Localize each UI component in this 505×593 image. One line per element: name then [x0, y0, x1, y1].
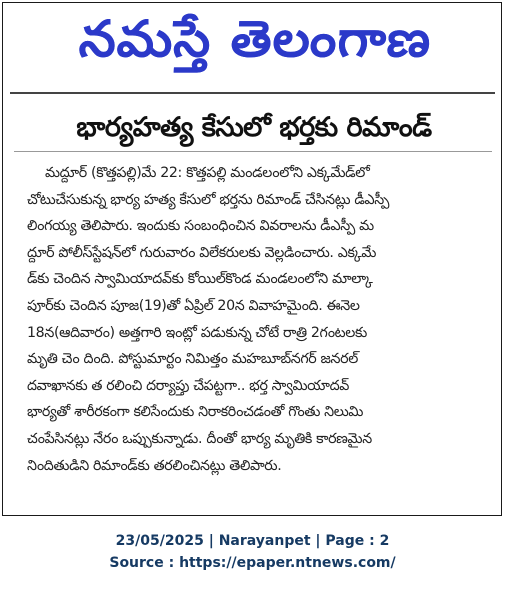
- footer: [0, 530, 505, 574]
- article-line: ద్దూర్ పోలీస్‌స్టేషన్‌లో గురువారం విలేకరులకు వెల్లడించారు. ఎక్కమే: [27, 244, 377, 261]
- article-line: భార్యతో శారీరకంగా కలిసేందుకు నిరాకరించడంతో గొంతు నిలుమి: [27, 404, 364, 421]
- article-body: [27, 160, 489, 479]
- article-line: దవాఖానకు త రలించి దర్యాప్తు చేపట్టగా.. భర్త స్వామియాదవ్: [27, 377, 349, 394]
- article-line: మృతి చెం దింది. పోస్టుమార్టం నిమిత్తం మహబూబ్‌నగర్ జనరల్: [27, 351, 358, 368]
- footer-meta: 23/05/2025 | Narayanpet | Page : 2: [115, 533, 390, 549]
- masthead-divider: [10, 92, 495, 94]
- article-line: నిందితుడిని రిమాండ్‌కు తరలించినట్లు తెలిపారు.: [27, 457, 282, 474]
- masthead-logo: నమస్తే తెలంగాణ: [77, 9, 434, 68]
- footer-source: Source : https://epaper.ntnews.com/: [109, 555, 396, 571]
- headline-divider: [14, 151, 492, 152]
- article-line: లింగయ్య తెలిపారు. ఇందుకు సంబంధించిన వివరాలను డీఎస్పీ మ: [27, 218, 374, 235]
- article-line: మద్దూర్ (కొత్తపల్లి)మే 22: కొత్తపల్లి మండలంలోని ఎక్కమేడ్‌లో: [45, 165, 370, 181]
- article-line: చోటుచేసుకున్న భార్య హత్య కేసులో భర్తను రిమాండ్ చేసినట్లు డీఎస్పీ: [27, 191, 389, 208]
- article-line: డ్‌కు చెందిన స్వామియాదవ్‌కు కోయిల్‌కొండ మండలంలోని మాల్కా: [27, 271, 373, 288]
- article-line: చంపేసినట్లు నేరం ఒప్పుకున్నాడు. దీంతో భార్య మృతికి కారణమైన: [27, 430, 372, 447]
- article-line: పూర్‌కు చెందిన పూజ(19)తో ఏప్రిల్ 20న వివాహమైంది. ఈనెల: [27, 297, 360, 314]
- article-line: 18న(ఆదివారం) అత్తగారి ఇంట్లో పడుకున్న చోటే రాత్రి 2గంటలకు: [27, 324, 367, 341]
- article-headline: భార్యహత్య కేసులో భర్తకు రిమాండ్: [76, 112, 432, 143]
